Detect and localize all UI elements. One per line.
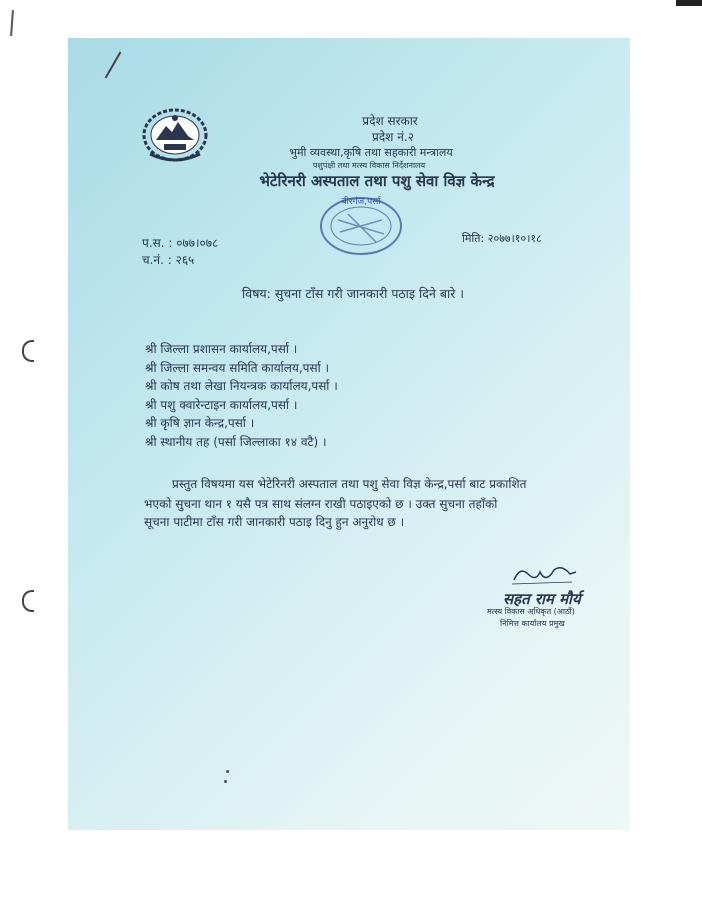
recipient-item: श्री कृषि ज्ञान केन्द्र,पर्सा । [145, 416, 255, 430]
signatory-office: निमित्त कार्यालय प्रमुख [500, 619, 565, 628]
recipient-item: श्री कोष तथा लेखा नियन्त्रक कार्यालय,पर्सा । [145, 379, 338, 393]
body-line-3: सूचना पाटीमा टाँस गरी जानकारी पठाइ दिनु हुन अनुरोध छ । [144, 515, 405, 529]
recipient-item: श्री स्थानीय तह (पर्सा जिल्लाका १४ वटै) । [145, 434, 327, 449]
body-line-2: भएको सुचना थान १ यसै पत्र साथ संलग्न राखी पठाइएको छ । उक्त सुचना तहाँको [144, 497, 498, 511]
punch-hole-top [22, 340, 34, 362]
header-office: भेटेरिनरी अस्पताल तथा पशु सेवा विज्ञ केन्द्र [259, 172, 495, 190]
signatory-name: सहत राम मौर्य [503, 590, 581, 608]
recipient-item: श्री जिल्ला प्रशासन कार्यालय,पर्सा । [145, 342, 298, 356]
reference-number: प.स. : ०७७।०७८ [142, 236, 219, 250]
recipient-item: श्री जिल्ला समन्वय समिति कार्यालय,पर्सा । [145, 360, 330, 375]
recipient-item: श्री पशु क्वारेन्टाइन कार्यालय,पर्सा । [145, 397, 298, 412]
stamp-location: बीरगंज,पर्सा [341, 197, 381, 207]
header-ministry: भुमी व्यवस्था,कृषि तथा सहकारी मन्त्रालय [289, 146, 453, 159]
dispatch-number: च.नं. : २६५ [142, 253, 195, 267]
scan-corner-mark [676, 0, 702, 6]
signatory-title: मत्स्य विकास अधिकृत (आठौं) [487, 607, 575, 616]
handwritten-signature [510, 562, 580, 586]
letter-date: मिति: २०७७।१०।१८ [462, 232, 542, 245]
letter-subject: विषय: सुचना टाँस गरी जानकारी पठाइ दिने बारे । [242, 286, 465, 301]
scan-speck [224, 780, 227, 783]
header-province: प्रदेश नं.२ [372, 130, 414, 144]
body-line-1: प्रस्तुत विषयमा यस भेटेरिनरी अस्पताल तथा पशु सेवा विज्ञ केन्द्र,पर्सा बाट प्रकाशित [172, 477, 527, 491]
office-stamp-icon [318, 190, 404, 258]
punch-hole-bottom [22, 590, 34, 612]
header-government: प्रदेश सरकार [362, 114, 418, 128]
header-directorate: पशुपंक्षी तथा मत्स्य विकास निर्देशनालय [312, 161, 426, 170]
scan-speck [226, 770, 229, 773]
recipient-list [145, 340, 338, 451]
scan-margin-mark [10, 10, 14, 36]
